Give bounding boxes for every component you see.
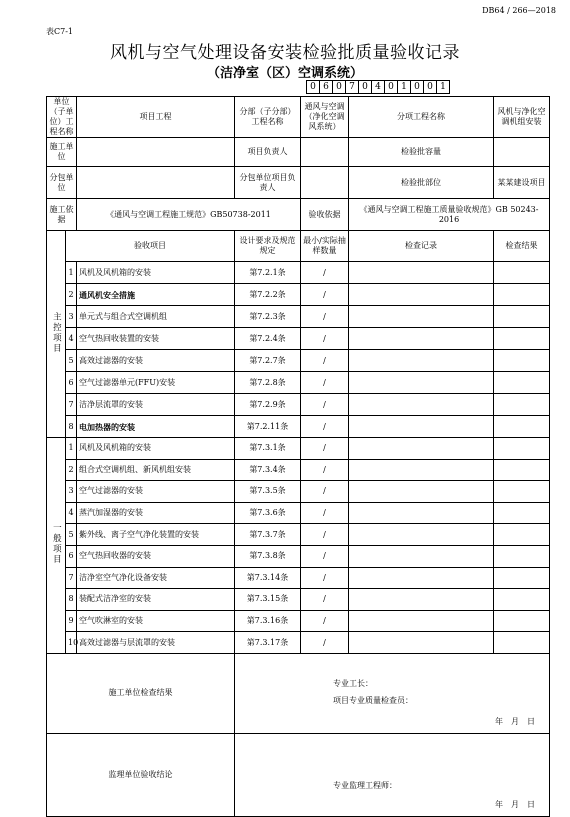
standard-number: DB64 / 266—2018 (482, 6, 556, 15)
item-sample[interactable]: / (301, 262, 349, 284)
item-name: 洁净室空气净化设备安装 (77, 567, 235, 589)
item-sample[interactable]: / (301, 524, 349, 546)
item-spec: 第7.2.8条 (235, 372, 301, 394)
subitem-label: 分项工程名称 (349, 97, 494, 138)
item-result[interactable] (494, 372, 550, 394)
main-control-section (47, 231, 66, 438)
col-header-record: 检查记录 (349, 231, 494, 262)
contractor-value[interactable] (77, 138, 235, 167)
general-item-row (47, 545, 550, 567)
item-name: 空气热回收器的安装 (77, 545, 235, 567)
code-digit-box: 1 (436, 80, 450, 94)
inspection-row (47, 653, 550, 733)
item-number: 3 (66, 306, 77, 328)
basis-value[interactable]: 《通风与空调工程施工规范》GB50738-2011 (77, 199, 301, 231)
item-sample[interactable]: / (301, 284, 349, 306)
pm-value[interactable] (301, 138, 349, 167)
code-digit-box: 6 (319, 80, 333, 94)
item-result[interactable] (494, 632, 550, 654)
item-name: 高效过滤器的安装 (77, 350, 235, 372)
main-item-row (47, 416, 550, 438)
item-spec: 第7.3.6条 (235, 502, 301, 524)
item-result[interactable] (494, 328, 550, 350)
item-number: 2 (66, 459, 77, 481)
item-result[interactable] (494, 524, 550, 546)
item-number: 5 (66, 350, 77, 372)
subitem-value[interactable]: 风机与净化空调机组安装 (494, 97, 550, 138)
col-header-spec: 设计要求及规范规定 (235, 231, 301, 262)
general-item-row (47, 589, 550, 611)
item-record[interactable] (349, 481, 494, 503)
item-sample[interactable]: / (301, 394, 349, 416)
inspection-signature-area[interactable] (235, 653, 550, 733)
unit-project-label: 单位（子单位）工程名称 (47, 97, 77, 138)
supervision-row (47, 733, 550, 816)
col-header-sample: 最小/实际抽样数量 (301, 231, 349, 262)
item-sample[interactable]: / (301, 350, 349, 372)
item-spec: 第7.2.4条 (235, 328, 301, 350)
item-result[interactable] (494, 438, 550, 460)
capacity-label: 检验批容量 (349, 138, 494, 167)
item-sample[interactable]: / (301, 610, 349, 632)
item-number: 1 (66, 262, 77, 284)
item-name: 高效过滤器与层流罩的安装 (77, 632, 235, 654)
item-sample[interactable]: / (301, 589, 349, 611)
supervision-signature-area[interactable] (235, 733, 550, 816)
item-name: 空气过滤器的安装 (77, 481, 235, 503)
item-record[interactable] (349, 416, 494, 438)
item-spec: 第7.3.7条 (235, 524, 301, 546)
item-sample[interactable]: / (301, 481, 349, 503)
inspection-date: 年 月 日 (495, 716, 535, 726)
item-spec: 第7.3.17条 (235, 632, 301, 654)
item-result[interactable] (494, 350, 550, 372)
general-item-row (47, 481, 550, 503)
code-digit-box: 0 (423, 80, 437, 94)
table-number: 表C7-1 (46, 27, 74, 36)
general-label: 一般项目 (51, 522, 62, 565)
general-item-row (47, 567, 550, 589)
item-result[interactable] (494, 589, 550, 611)
item-name: 通风机安全措施 (77, 284, 235, 306)
quality-inspector-label: 项目专业质量检查员： (333, 695, 413, 705)
item-record[interactable] (349, 284, 494, 306)
item-spec: 第7.3.4条 (235, 459, 301, 481)
item-spec: 第7.2.2条 (235, 284, 301, 306)
item-name: 单元式与组合式空调机组 (77, 306, 235, 328)
item-record[interactable] (349, 372, 494, 394)
code-digit-box: 4 (371, 80, 385, 94)
main-item-row (47, 328, 550, 350)
item-record[interactable] (349, 567, 494, 589)
item-number: 5 (66, 524, 77, 546)
item-name: 装配式洁净室的安装 (77, 589, 235, 611)
subproject-label: 分部（子分部）工程名称 (235, 97, 301, 138)
item-spec: 第7.2.9条 (235, 394, 301, 416)
item-number: 9 (66, 610, 77, 632)
item-number: 2 (66, 284, 77, 306)
item-sample[interactable]: / (301, 416, 349, 438)
item-result[interactable] (494, 545, 550, 567)
general-item-row (47, 524, 550, 546)
item-spec: 第7.2.3条 (235, 306, 301, 328)
item-number: 10 (66, 632, 77, 654)
item-record[interactable] (349, 459, 494, 481)
item-record[interactable] (349, 632, 494, 654)
info-row-project (47, 97, 550, 138)
capacity-value[interactable] (494, 138, 550, 167)
general-item-row (47, 438, 550, 460)
subcontractor-label: 分包单位 (47, 167, 77, 199)
item-sample[interactable]: / (301, 545, 349, 567)
code-digit-box: 0 (332, 80, 346, 94)
info-row-contractor (47, 138, 550, 167)
item-spec: 第7.3.5条 (235, 481, 301, 503)
item-number: 1 (66, 438, 77, 460)
general-item-row (47, 632, 550, 654)
subproject-value[interactable]: 通风与空调（净化空调风系统） (301, 97, 349, 138)
main-item-row (47, 394, 550, 416)
general-item-row (47, 459, 550, 481)
code-digit-box: 7 (345, 80, 359, 94)
item-spec: 第7.3.16条 (235, 610, 301, 632)
item-record[interactable] (349, 610, 494, 632)
item-result[interactable] (494, 567, 550, 589)
page-title: 风机与空气处理设备安装检验批质量验收记录 (110, 43, 460, 63)
unit-project-value[interactable]: 项目工程 (77, 97, 235, 138)
item-sample[interactable]: / (301, 459, 349, 481)
general-section (47, 438, 66, 654)
item-result[interactable] (494, 502, 550, 524)
item-number: 4 (66, 328, 77, 350)
item-sample[interactable]: / (301, 632, 349, 654)
item-name: 紫外线、离子空气净化装置的安装 (77, 524, 235, 546)
item-number: 4 (66, 502, 77, 524)
record-code-boxes (307, 80, 450, 94)
item-name: 空气吹淋室的安装 (77, 610, 235, 632)
general-item-row (47, 502, 550, 524)
item-name: 组合式空调机组、新风机组安装 (77, 459, 235, 481)
item-spec: 第7.2.1条 (235, 262, 301, 284)
code-digit-box: 0 (384, 80, 398, 94)
info-row-subcontractor (47, 167, 550, 199)
item-number: 6 (66, 372, 77, 394)
item-spec: 第7.3.1条 (235, 438, 301, 460)
item-record[interactable] (349, 502, 494, 524)
item-result[interactable] (494, 306, 550, 328)
item-sample[interactable]: / (301, 502, 349, 524)
basis-label: 施工依据 (47, 199, 77, 231)
supervision-date: 年 月 日 (495, 799, 535, 809)
acceptance-basis-value[interactable]: 《通风与空调工程施工质量验收规范》GB 50243-2016 (349, 199, 550, 231)
sub-pm-value[interactable] (301, 167, 349, 199)
code-digit-box: 0 (306, 80, 320, 94)
item-spec: 第7.3.8条 (235, 545, 301, 567)
supervision-engineer-label: 专业监理工程师： (333, 780, 397, 790)
pm-label: 项目负责人 (235, 138, 301, 167)
item-number: 3 (66, 481, 77, 503)
item-record[interactable] (349, 524, 494, 546)
item-sample[interactable]: / (301, 567, 349, 589)
location-label: 检验批部位 (349, 167, 494, 199)
item-record[interactable] (349, 438, 494, 460)
supervision-label: 监理单位验收结论 (47, 733, 235, 816)
item-number: 8 (66, 589, 77, 611)
item-sample[interactable]: / (301, 438, 349, 460)
item-sample[interactable]: / (301, 328, 349, 350)
item-name: 空气热回收装置的安装 (77, 328, 235, 350)
code-digit-box: 0 (358, 80, 372, 94)
contractor-label: 施工单位 (47, 138, 77, 167)
item-record[interactable] (349, 328, 494, 350)
location-value[interactable]: 某某建设项目 (494, 167, 550, 199)
foreman-label: 专业工长： (333, 678, 373, 688)
item-record[interactable] (349, 545, 494, 567)
item-spec: 第7.3.14条 (235, 567, 301, 589)
item-spec: 第7.2.7条 (235, 350, 301, 372)
subcontractor-value[interactable] (77, 167, 235, 199)
main-item-row (47, 372, 550, 394)
code-digit-box: 0 (410, 80, 424, 94)
item-record[interactable] (349, 589, 494, 611)
acceptance-basis-label: 验收依据 (301, 199, 349, 231)
item-result[interactable] (494, 284, 550, 306)
item-number: 8 (66, 416, 77, 438)
main-item-row (47, 350, 550, 372)
item-sample[interactable]: / (301, 372, 349, 394)
item-record[interactable] (349, 262, 494, 284)
main-control-label: 主控项目 (51, 311, 62, 354)
page-subtitle: （洁净室（区）空调系统） (206, 66, 363, 81)
item-spec: 第7.3.15条 (235, 589, 301, 611)
item-name: 风机及风机箱的安装 (77, 262, 235, 284)
item-record[interactable] (349, 394, 494, 416)
main-item-row (47, 306, 550, 328)
column-header-row (47, 231, 550, 262)
item-number: 7 (66, 394, 77, 416)
main-item-row (47, 284, 550, 306)
item-result[interactable] (494, 262, 550, 284)
item-result[interactable] (494, 416, 550, 438)
item-result[interactable] (494, 394, 550, 416)
col-header-item: 验收项目 (66, 231, 235, 262)
item-result[interactable] (494, 610, 550, 632)
item-spec: 第7.2.11条 (235, 416, 301, 438)
item-name: 风机及风机箱的安装 (77, 438, 235, 460)
item-record[interactable] (349, 350, 494, 372)
sub-pm-label: 分包单位项目负责人 (235, 167, 301, 199)
col-header-result: 检查结果 (494, 231, 550, 262)
item-record[interactable] (349, 306, 494, 328)
item-result[interactable] (494, 481, 550, 503)
item-sample[interactable]: / (301, 306, 349, 328)
acceptance-record-table (46, 96, 550, 817)
code-digit-box: 1 (397, 80, 411, 94)
info-row-basis (47, 199, 550, 231)
item-name: 空气过滤器单元(FFU)安装 (77, 372, 235, 394)
inspection-label: 施工单位检查结果 (47, 653, 235, 733)
item-number: 7 (66, 567, 77, 589)
item-name: 电加热器的安装 (77, 416, 235, 438)
main-item-row (47, 262, 550, 284)
item-result[interactable] (494, 459, 550, 481)
item-name: 蒸汽加湿器的安装 (77, 502, 235, 524)
item-name: 洁净层流罩的安装 (77, 394, 235, 416)
item-number: 6 (66, 545, 77, 567)
general-item-row (47, 610, 550, 632)
